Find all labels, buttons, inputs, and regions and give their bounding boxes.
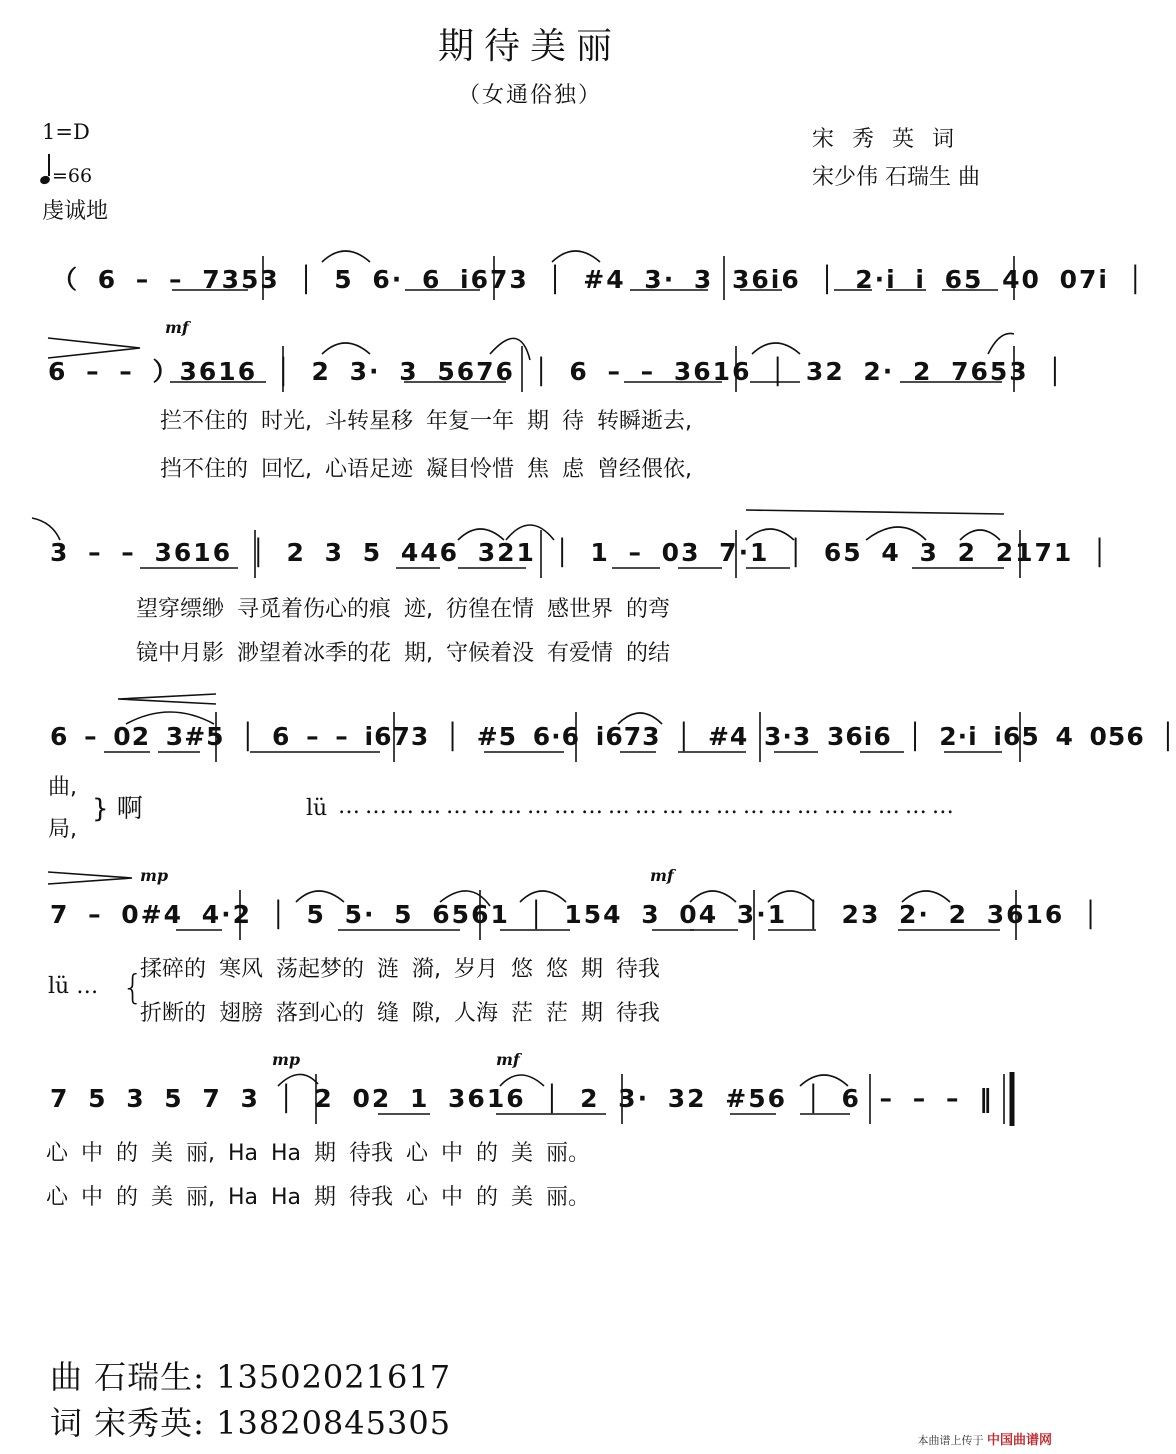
staff-line-3	[0, 536, 1110, 596]
upload-note: 本曲谱上传于	[917, 1434, 984, 1447]
lyric-verse-1: 心 中 的 美 丽, Ha Ha 期 待我 心 中 的 美 丽。	[46, 1141, 590, 1166]
staff-notes: 7 – 0#4 4·2 │ 5 5· 5 6561 │ 154 3 04 3·1 │ 23 2· 2 3616 │	[50, 900, 1101, 929]
tempo-marking	[40, 160, 92, 187]
quarter-note-icon	[39, 175, 51, 186]
lyric-verse-1-end: 曲,	[48, 775, 77, 800]
composer-contact: 曲 石瑞生: 13502021617	[50, 1358, 452, 1396]
lyric-verse-1: 拦不住的 时光, 斗转星移 年复一年 期 待 转瞬逝去,	[160, 409, 692, 434]
staff-notes: 7 5 3 5 7 3 │ 2 02 1 3616 │ 2 3· 32 #56 │ 6 – – – ‖	[50, 1084, 994, 1113]
staff-notes: 6 – 02 3#5 │ 6 – – i673 │ #5 6·6 i673 │ #4 3·3 36i6 │ 2·i i65 4 056 │	[50, 722, 1176, 751]
composer-credit: 宋少伟 石瑞生 曲	[812, 165, 980, 190]
staff-notes: （ 6 – – 7353 │ 5 6· 6 i673 │ #4 3· 3 36i6 │ 2·i i 65 40 07i │	[52, 265, 1145, 294]
vocalise-syllable: lü	[306, 796, 328, 821]
lyric-verse-1: 望穿缥缈 寻觅着伤心的痕 迹, 彷徨在情 感世界 的弯	[136, 597, 670, 622]
staff-line-5	[0, 866, 1101, 958]
staff-line-1	[0, 258, 1145, 318]
lyric-verse-2: 挡不住的 回忆, 心语足迹 凝目怜惜 焦 虑 曾经偎依,	[160, 457, 692, 482]
lyricist-contact: 词 宋秀英: 13820845305	[50, 1404, 452, 1442]
staff-notes: 6 – – ）3616 │ 2 3· 3 5676 │ 6 – – 3616 │ 32 2· 2 7653 │	[48, 357, 1065, 386]
dynamic-mark: mp	[272, 1050, 301, 1069]
vocalise-syllable: lü …	[48, 974, 99, 999]
song-subtitle: （女通俗独）	[457, 83, 602, 108]
dynamic-mark: mf	[496, 1050, 520, 1069]
note-stem-icon	[48, 154, 50, 176]
dynamic-mark: mp	[140, 866, 169, 885]
lyric-verse-2-end: 局,	[48, 817, 77, 842]
site-logo: 中国曲谱网	[986, 1433, 1052, 1448]
staff-notes: 3 – – 3616 │ 2 3 5 446 321 │ 1 – 03 7·1 │ 65 4 3 2 2171 │	[50, 538, 1110, 567]
lyric-verse-1: 揉碎的 寒风 荡起梦的 涟 漪, 岁月 悠 悠 期 待我	[140, 957, 660, 982]
staff-line-6	[0, 1050, 1060, 1142]
staff-line-4	[0, 720, 1176, 780]
dynamic-mark: mf	[650, 866, 674, 885]
vocalise-continuation: … … … … … … … … … … … … … … … … … … … … … … …	[338, 794, 953, 819]
lyric-verse-2: 镜中月影 渺望着冰季的花 期, 守候着没 有爱情 的结	[136, 641, 670, 666]
expression-marking: 虔诚地	[42, 199, 109, 224]
staff-line-2	[0, 318, 1065, 410]
song-title: 期待美丽	[437, 26, 622, 67]
lyric-verse-2: 折断的 翅膀 落到心的 缝 隙, 人海 茫 茫 期 待我	[140, 1001, 660, 1026]
site-watermark	[917, 1429, 1052, 1448]
lyric-verse-2: 心 中 的 美 丽, Ha Ha 期 待我 心 中 的 美 丽。	[46, 1185, 590, 1210]
vocalise-brace: } 啊	[92, 794, 143, 824]
dynamic-mark: mf	[165, 318, 189, 337]
verse-brace: {	[122, 968, 144, 1008]
lyricist-credit: 宋秀英词	[812, 127, 973, 152]
tempo-value: =66	[52, 165, 93, 187]
key-signature: 1=D	[42, 120, 90, 144]
